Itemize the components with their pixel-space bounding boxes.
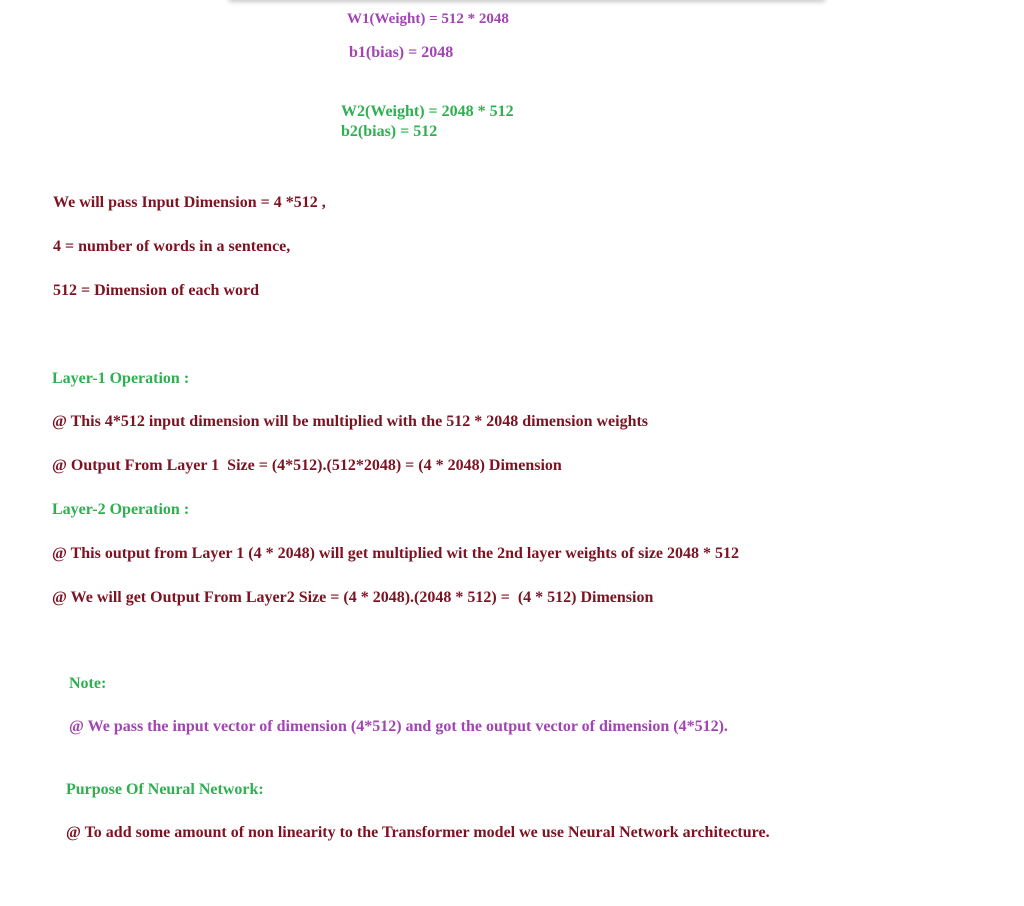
purpose-heading: Purpose Of Neural Network: (66, 781, 264, 798)
word-dimension-text: 512 = Dimension of each word (53, 282, 259, 299)
layer1-multiply-text: @ This 4*512 input dimension will be multiplied with the 512 * 2048 dimension weights (52, 413, 649, 430)
purpose-text: @ To add some amount of non linearity to the Transformer model we use Neural Network architecture. (66, 824, 770, 841)
words-count-text: 4 = number of words in a sentence, (53, 238, 291, 255)
w1-weight-label: W1(Weight) = 512 * 2048 (347, 11, 509, 27)
layer2-multiply-text: @ This output from Layer 1 (4 * 2048) will get multiplied wit the 2nd layer weights of size 2048 * 512 (52, 545, 740, 562)
b2-bias-label: b2(bias) = 512 (341, 123, 438, 140)
layer1-output-text: @ Output From Layer 1 Size = (4*512).(512*2048) = (4 * 2048) Dimension (52, 457, 562, 474)
layer2-heading: Layer-2 Operation : (52, 501, 190, 518)
layer1-heading: Layer-1 Operation : (52, 370, 190, 387)
note-text: @ We pass the input vector of dimension (4*512) and got the output vector of dimension (4*512). (69, 718, 728, 735)
input-dimension-text: We will pass Input Dimension = 4 *512 , (53, 194, 326, 211)
note-heading: Note: (69, 675, 107, 692)
b1-bias-label: b1(bias) = 2048 (349, 44, 454, 61)
layer2-output-text: @ We will get Output From Layer2 Size = (4 * 2048).(2048 * 512) = (4 * 512) Dimension (52, 589, 654, 606)
w2-weight-label: W2(Weight) = 2048 * 512 (341, 103, 514, 120)
